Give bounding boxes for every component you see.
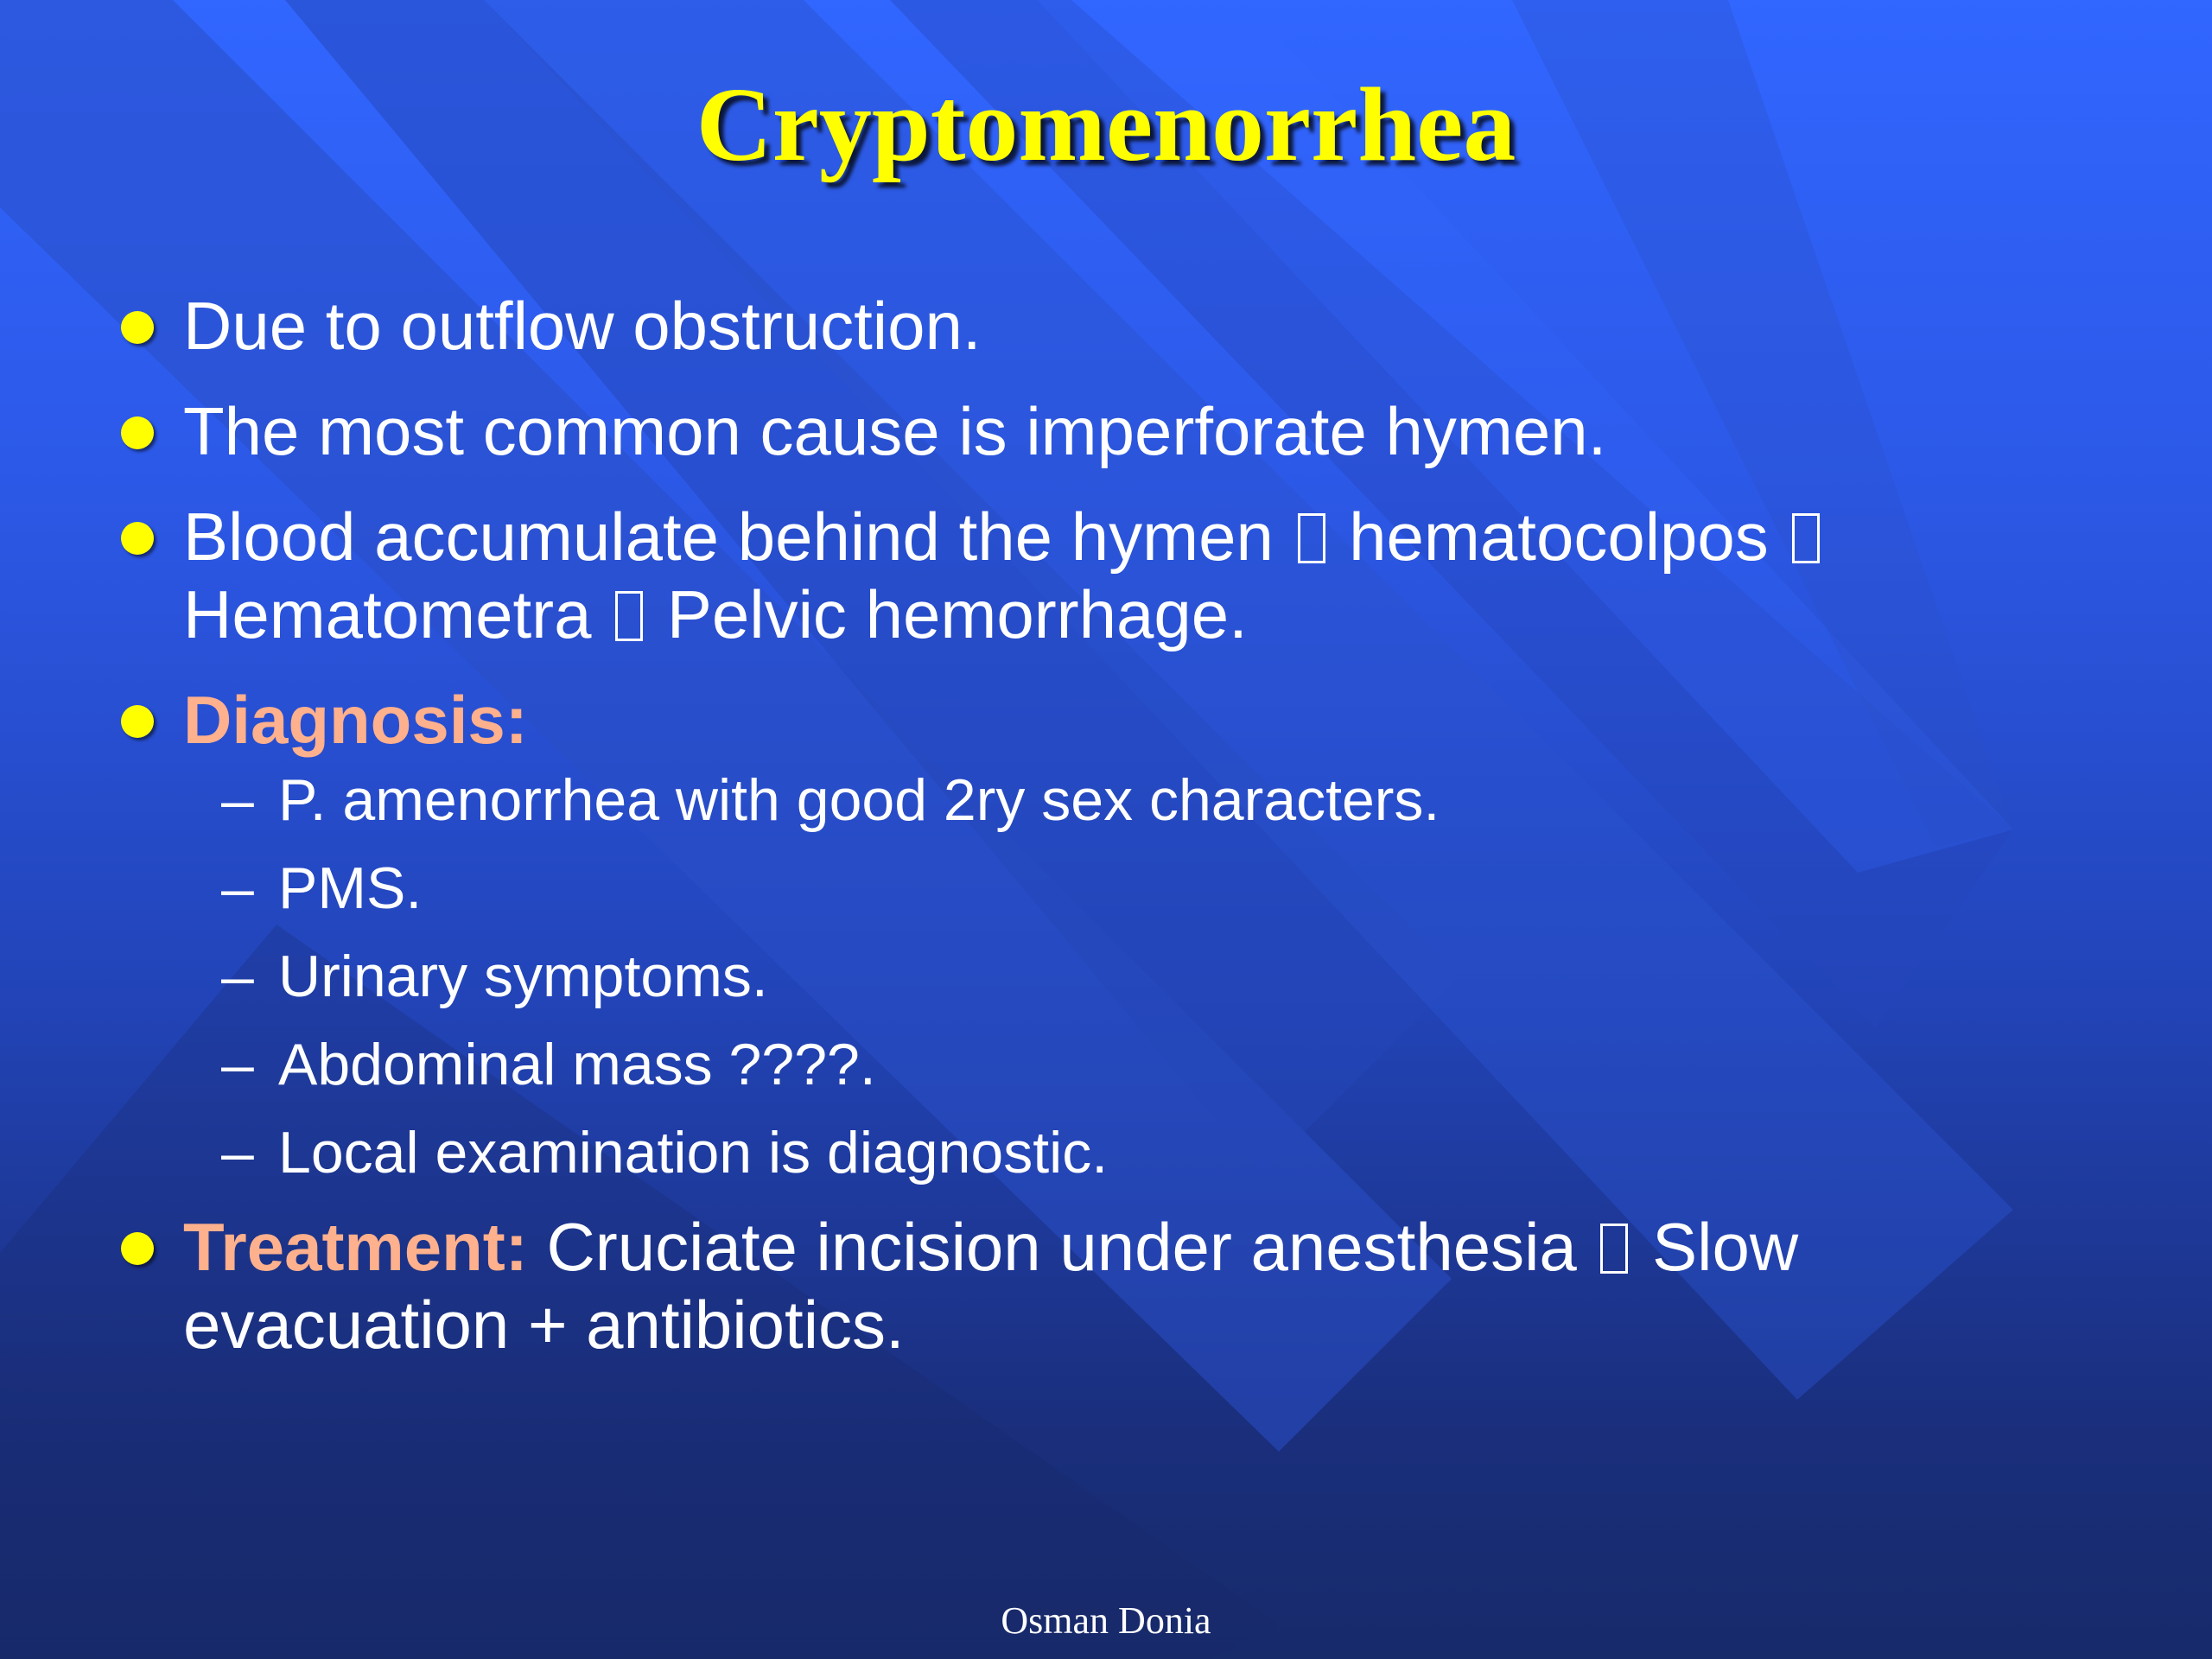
bullet-list bbox=[121, 287, 2134, 1391]
footer-author: Osman Donia bbox=[1001, 1599, 1211, 1642]
list-item bbox=[121, 854, 2134, 923]
bullet-dot-icon bbox=[121, 1232, 154, 1265]
bullet-dot-icon bbox=[121, 416, 154, 449]
missing-glyph-arrow-icon bbox=[1792, 513, 1820, 563]
dash-marker: – bbox=[221, 1120, 254, 1185]
bullet-dot-icon bbox=[121, 522, 154, 555]
bullet-text-part: evacuation + antibiotics. bbox=[183, 1287, 905, 1363]
dash-marker: – bbox=[221, 944, 254, 1009]
bullet-text-part: Hematometra bbox=[183, 576, 592, 652]
bullet-outflow-obstruction bbox=[121, 287, 2134, 365]
dash-marker: – bbox=[221, 767, 254, 833]
diagnosis-sub-list bbox=[121, 766, 2134, 1187]
list-item bbox=[121, 1118, 2134, 1187]
sub-item-text: P. amenorrhea with good 2ry sex characters. bbox=[278, 767, 1440, 833]
bullet-blood-accumulation bbox=[121, 498, 2134, 653]
dash-marker: – bbox=[221, 1032, 254, 1097]
bullet-dot-icon bbox=[121, 705, 154, 738]
bullet-text: The most common cause is imperforate hymen. bbox=[183, 393, 1607, 469]
bullet-text-part: hematocolpos bbox=[1349, 499, 1769, 575]
list-item bbox=[121, 942, 2134, 1011]
slide-title: Cryptomenorrhea bbox=[696, 67, 1516, 183]
treatment-label: Treatment: bbox=[183, 1209, 528, 1285]
list-item bbox=[121, 1030, 2134, 1099]
bullet-treatment bbox=[121, 1208, 2134, 1363]
missing-glyph-arrow-icon bbox=[615, 591, 643, 641]
diagnosis-label: Diagnosis: bbox=[183, 682, 528, 758]
bullet-dot-icon bbox=[121, 311, 154, 344]
sub-item-text: PMS. bbox=[278, 855, 423, 921]
bullet-text-part: Blood accumulate behind the hymen bbox=[183, 499, 1274, 575]
bullet-diagnosis bbox=[121, 681, 2134, 759]
missing-glyph-arrow-icon bbox=[1600, 1224, 1628, 1274]
sub-item-text: Abdominal mass ????. bbox=[278, 1032, 876, 1097]
bullet-text-part: Cruciate incision under anesthesia bbox=[546, 1209, 1577, 1285]
bullet-text: Due to outflow obstruction. bbox=[183, 288, 982, 364]
dash-marker: – bbox=[221, 855, 254, 921]
list-item bbox=[121, 766, 2134, 835]
bullet-text-part: Pelvic hemorrhage. bbox=[666, 576, 1248, 652]
missing-glyph-arrow-icon bbox=[1298, 513, 1325, 563]
sub-item-text: Local examination is diagnostic. bbox=[278, 1120, 1109, 1185]
bullet-text-part: Slow bbox=[1652, 1209, 1799, 1285]
sub-item-text: Urinary symptoms. bbox=[278, 944, 768, 1009]
bullet-common-cause bbox=[121, 392, 2134, 470]
